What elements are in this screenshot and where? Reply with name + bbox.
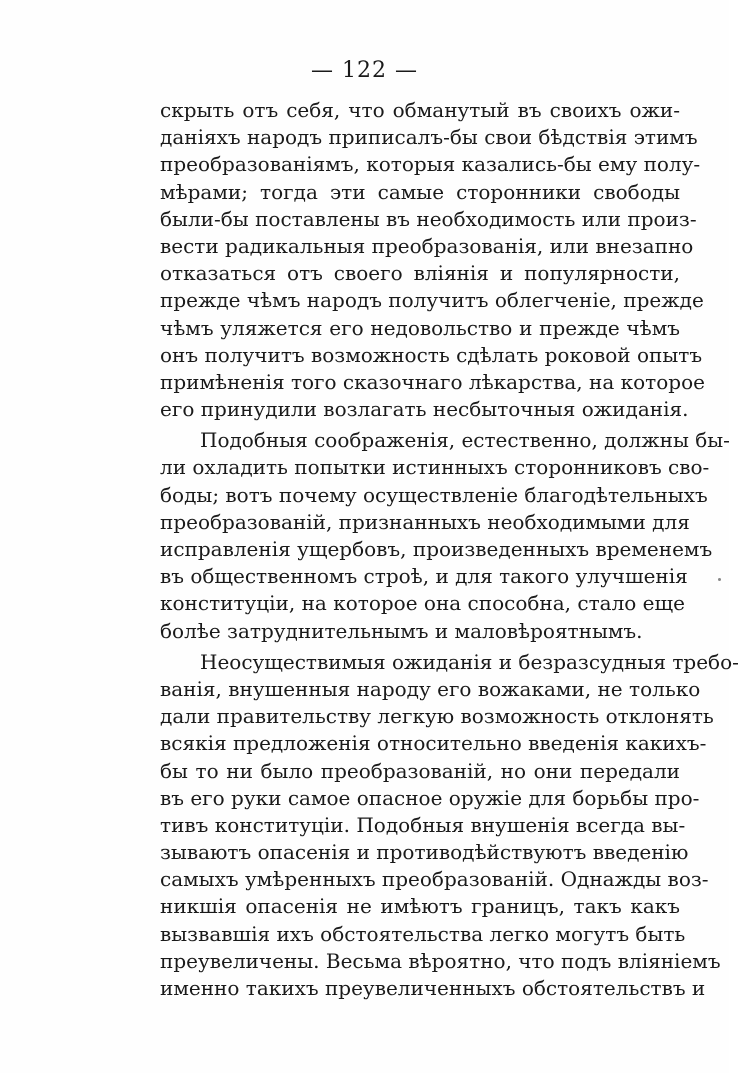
- text-line: были-бы поставлены въ необходимость или произ-: [160, 206, 697, 231]
- text-line: вызвавшія ихъ обстоятельства легко могутъ быть: [160, 921, 686, 946]
- paragraph-1: [160, 97, 705, 423]
- text-line: примѣненія того сказочнаго лѣкарства, на которое: [160, 369, 705, 394]
- text-line: онъ получитъ возможность сдѣлать роковой опытъ: [160, 342, 703, 367]
- text-line: ванія, внушенныя народу его вожаками, не только: [160, 676, 701, 701]
- text-line: мѣрами; тогда эти самые сторонники свободы: [160, 179, 680, 204]
- text-line: боды; вотъ почему осуществленіе благодѣтельныхъ: [160, 482, 708, 507]
- text-line: именно такихъ преувеличенныхъ обстоятельствъ и: [160, 976, 706, 1000]
- text-line: въ общественномъ строѣ, и для такого улучшенія: [160, 564, 688, 589]
- text-line: вести радикальныя преобразованія, или внезапно: [160, 233, 694, 258]
- text-line: самыхъ умѣренныхъ преобразованій. Однажды воз-: [160, 867, 709, 892]
- text-line: его принудили возлагать несбыточныя ожиданія.: [160, 397, 689, 422]
- text-line: даніяхъ народъ приписалъ-бы свои бѣдствія этимъ: [160, 125, 698, 150]
- text-line: прежде чѣмъ народъ получитъ облегченіе, прежде: [160, 288, 704, 313]
- body-text: [160, 97, 739, 1002]
- text-line: преобразованіямъ, которыя казались-бы ему полу-: [160, 152, 701, 177]
- text-line: ли охладить попытки истинныхъ сторонниковъ сво-: [160, 455, 710, 480]
- print-speck: [718, 578, 721, 581]
- text-line: Подобныя соображенія, естественно, должны бы-: [200, 428, 730, 453]
- text-line: чѣмъ уляжется его недовольство и прежде чѣмъ: [160, 315, 680, 340]
- text-line: преувеличены. Весьма вѣроятно, что подъ вліяніемъ: [160, 948, 721, 973]
- text-line: Неосуществимыя ожиданія и безразсудныя требо-: [200, 649, 739, 674]
- text-line: конституціи, на которое она способна, стало еще: [160, 591, 685, 616]
- text-line: всякія предложенія относительно введенія какихъ-: [160, 731, 707, 756]
- text-line: бы то ни было преобразованій, но они передали: [160, 758, 680, 783]
- text-line: никшія опасенія не имѣютъ границъ, такъ какъ: [160, 894, 680, 919]
- text-line: исправленія ущербовъ, произведенныхъ временемъ: [160, 537, 713, 561]
- text-line: зываютъ опасенія и противодѣйствуютъ введенію: [160, 840, 689, 865]
- text-line: болѣе затруднительнымъ и маловѣроятнымъ.: [160, 618, 643, 643]
- text-line: скрыть отъ себя, что обманутый въ своихъ ожи-: [160, 98, 680, 122]
- text-line: тивъ конституціи. Подобныя внушенія всегда вы-: [160, 812, 686, 837]
- text-line: отказаться отъ своего вліянія и популярности,: [160, 261, 680, 286]
- paragraph-2: [160, 427, 730, 645]
- page-number: — 122 —: [311, 58, 418, 83]
- text-line: преобразованій, признанныхъ необходимыми для: [160, 509, 690, 534]
- text-line: дали правительству легкую возможность отклонять: [160, 704, 714, 729]
- text-line: въ его руки самое опасное оружіе для борьбы про-: [160, 785, 700, 810]
- paragraph-3: [160, 649, 739, 1002]
